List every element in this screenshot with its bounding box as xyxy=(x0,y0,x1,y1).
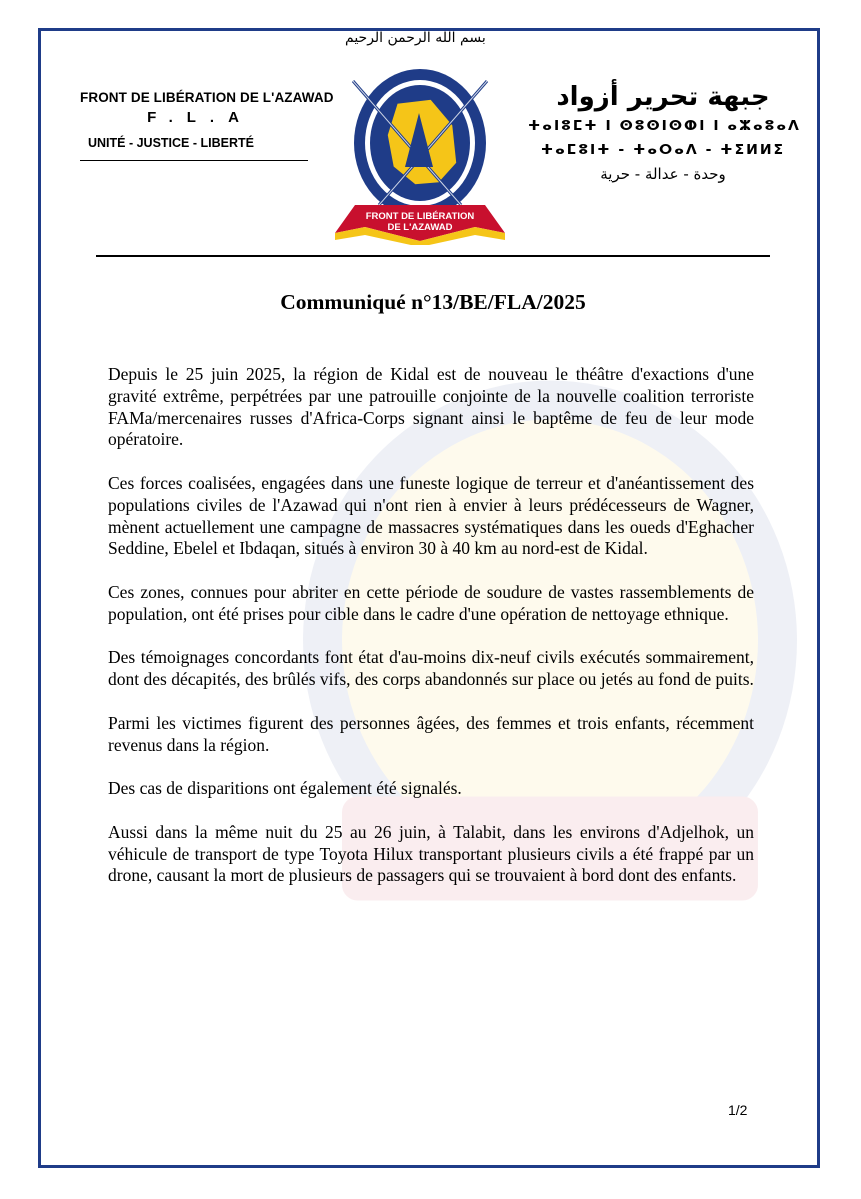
org-name: FRONT DE LIBÉRATION DE L'AZAWAD xyxy=(80,90,334,105)
arabic-motto: وحدة - عدالة - حرية xyxy=(600,165,726,183)
emblem-text-line1: FRONT DE LIBÉRATION xyxy=(365,211,475,222)
page-number: 1/2 xyxy=(728,1102,748,1118)
header-left xyxy=(80,90,334,161)
communique-title: Communiqué n°13/BE/FLA/2025 xyxy=(280,290,586,314)
emblem-text-line2: DE L'AZAWAD xyxy=(387,222,453,233)
basmala: بسم الله الرحمن الرحيم xyxy=(345,30,486,46)
paragraph: Des cas de disparitions ont également été signalés. xyxy=(108,778,462,799)
org-motto: UNITÉ - JUSTICE - LIBERTÉ xyxy=(88,136,254,150)
paragraph: Aussi dans la même nuit du 25 au 26 juin, à Talabit, dans les environs d'Adjelhok, un véhicule de transport de type Toyota Hilux transportant plusieurs civils a été frappé par un drone, causant la mort de plusieurs de passagers qui se trouvaient à bord dont des enfants. xyxy=(108,821,754,886)
left-rule xyxy=(80,160,308,161)
communique-body xyxy=(108,364,754,909)
header-right xyxy=(528,80,801,186)
paragraph: Parmi les victimes figurent des personnes âgées, des femmes et trois enfants, récemment revenus dans la région. xyxy=(108,712,754,755)
paragraph: Ces zones, connues pour abriter en cette période de soudure de vastes rassemblements de population, ont été prises pour cible dans le cadre d'une opération de nettoyage ethnique. xyxy=(108,581,754,624)
paragraph: Depuis le 25 juin 2025, la région de Kidal est de nouveau le théâtre d'exactions d'une gravité extrême, perpétrées par une patrouille conjointe de la nouvelle coalition terroriste FAMa/mercenaires russes d'Africa-Corps signant ainsi le baptême de feu de leur mode opératoire. xyxy=(108,364,754,450)
tifinagh-org-name: ⵜⴰⵏⵓⵎⵜ ⵏ ⵙⵓⵙⵏⵙⵀⵏ ⵏ ⴰⵣⴰⵓⴰⴷ xyxy=(528,118,801,134)
tifinagh-motto: ⵜⴰⵎⵓⵏⵜ - ⵜⴰⵔⴰⴷ - ⵜⵉⵍⵍⵉ xyxy=(540,142,786,158)
paragraph: Des témoignages concordants font état d'au-moins dix-neuf civils exécutés sommairement, dont des décapités, des brûlés vifs, des corps abandonnés sur place ou jetés au fond de puits. xyxy=(108,647,754,690)
fla-emblem-logo xyxy=(335,55,505,245)
arabic-org-name: جبهة تحرير أزواد xyxy=(556,82,770,112)
paragraph: Ces forces coalisées, engagées dans une funeste logique de terreur et d'anéantissement des populations civiles de l'Azawad qui n'ont rien à envier à leurs prédécesseurs de Wagner, mènent actuellement une campagne de massacres systématiques dans les oueds d'Eghacher Seddine, Ebelel et Ibdaqan, situés à environ 30 à 40 km au nord-est de Kidal. xyxy=(108,472,754,559)
org-abbr: F.L.A xyxy=(147,109,253,126)
header-divider xyxy=(96,255,770,257)
